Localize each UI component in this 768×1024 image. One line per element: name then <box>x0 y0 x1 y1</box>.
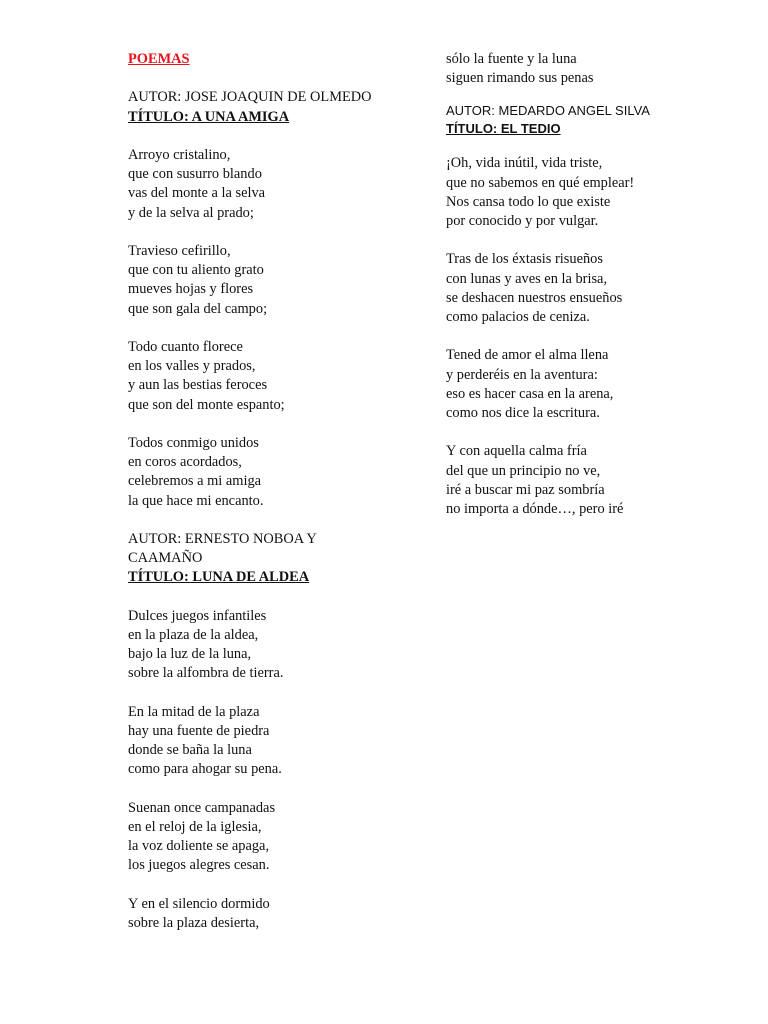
poem-line: mueves hojas y flores <box>128 281 254 298</box>
poem-line: se deshacen nuestros ensueños <box>446 289 623 306</box>
poem-line: Dulces juegos infantiles <box>128 607 267 624</box>
poem-line: del que un principio no ve, <box>446 462 601 479</box>
poem-line: que son del monte espanto; <box>128 396 285 413</box>
right-column <box>446 50 746 519</box>
poem-3-author: AUTOR: MEDARDO ANGEL SILVA <box>446 103 650 119</box>
poem-2-stanza-4-part-2 <box>446 50 746 88</box>
poem-line: en coros acordados, <box>128 454 242 471</box>
poem-line: Tras de los éxtasis risueños <box>446 251 603 268</box>
poem-line: ¡Oh, vida inútil, vida triste, <box>446 155 603 172</box>
poem-line: por conocido y por vulgar. <box>446 213 599 230</box>
poem-line: sobre la alfombra de tierra. <box>128 665 284 682</box>
poem-2-stanza-3 <box>128 799 418 876</box>
poem-line: y de la selva al prado; <box>128 204 254 221</box>
poem-1-stanza-1 <box>128 146 418 223</box>
poem-line: que son gala del campo; <box>128 300 268 317</box>
poem-line: que con susurro blando <box>128 166 262 183</box>
poem-line: Suenan once campanadas <box>128 799 276 816</box>
poem-line: la voz doliente se apaga, <box>128 838 270 855</box>
document-heading: POEMAS <box>128 51 190 67</box>
poem-line: En la mitad de la plaza <box>128 703 260 720</box>
poem-3-stanza-2 <box>446 250 746 327</box>
poem-line: iré a buscar mi paz sombría <box>446 481 605 498</box>
poem-line: Todo cuanto florece <box>128 338 243 355</box>
poem-3-stanza-4 <box>446 442 746 519</box>
poem-line: que con tu aliento grato <box>128 262 264 279</box>
poem-line: la que hace mi encanto. <box>128 492 264 509</box>
poem-2-author: AUTOR: ERNESTO NOBOA Y CAAMAÑO <box>128 530 317 567</box>
poem-line: en el reloj de la iglesia, <box>128 818 262 835</box>
poem-line: celebremos a mi amiga <box>128 473 262 490</box>
poem-line: en la plaza de la aldea, <box>128 626 259 643</box>
poem-line: Travieso cefirillo, <box>128 242 231 259</box>
poem-line: que no sabemos en qué emplear! <box>446 174 635 191</box>
poem-line: no importa a dónde…, pero iré <box>446 501 624 518</box>
poem-3-stanza-1 <box>446 154 746 231</box>
poem-1-stanza-2 <box>128 242 418 319</box>
poem-line: y perderéis en la aventura: <box>446 366 598 383</box>
poem-1-stanza-3 <box>128 338 418 415</box>
poem-line: Y en el silencio dormido <box>128 895 270 912</box>
poem-line: bajo la luz de la luna, <box>128 646 252 663</box>
poem-line: vas del monte a la selva <box>128 185 266 202</box>
poem-2-title: TÍTULO: LUNA DE ALDEA <box>128 569 310 586</box>
poem-2-stanza-1 <box>128 607 418 684</box>
poem-1-author: AUTOR: JOSE JOAQUIN DE OLMEDO <box>128 89 372 106</box>
poem-line: como nos dice la escritura. <box>446 405 600 422</box>
poem-line: los juegos alegres cesan. <box>128 857 270 874</box>
poem-line: eso es hacer casa en la arena, <box>446 385 614 402</box>
poem-line: Tened de amor el alma llena <box>446 347 609 364</box>
poem-3-stanza-3 <box>446 346 746 423</box>
poem-line: con lunas y aves en la brisa, <box>446 270 608 287</box>
poem-3-title: TÍTULO: EL TEDIO <box>446 121 561 137</box>
poem-line: Todos conmigo unidos <box>128 434 259 451</box>
poem-2-stanza-4-part-1 <box>128 895 418 933</box>
poem-1-stanza-4 <box>128 434 418 511</box>
poem-line: Arroyo cristalino, <box>128 146 231 163</box>
poem-line: hay una fuente de piedra <box>128 722 270 739</box>
poem-line: y aun las bestias feroces <box>128 377 268 394</box>
poem-line: Nos cansa todo lo que existe <box>446 193 611 210</box>
poem-line: como para ahogar su pena. <box>128 761 282 778</box>
poem-line: siguen rimando sus penas <box>446 70 594 87</box>
poem-1-title: TÍTULO: A UNA AMIGA <box>128 108 290 125</box>
poem-line: como palacios de ceniza. <box>446 309 590 326</box>
poem-line: en los valles y prados, <box>128 358 256 375</box>
poem-line: Y con aquella calma fría <box>446 443 587 460</box>
poem-line: donde se baña la luna <box>128 742 252 759</box>
left-column <box>128 50 418 933</box>
poem-2-stanza-2 <box>128 703 418 780</box>
poem-line: sobre la plaza desierta, <box>128 914 260 931</box>
poem-line: sólo la fuente y la luna <box>446 51 577 67</box>
